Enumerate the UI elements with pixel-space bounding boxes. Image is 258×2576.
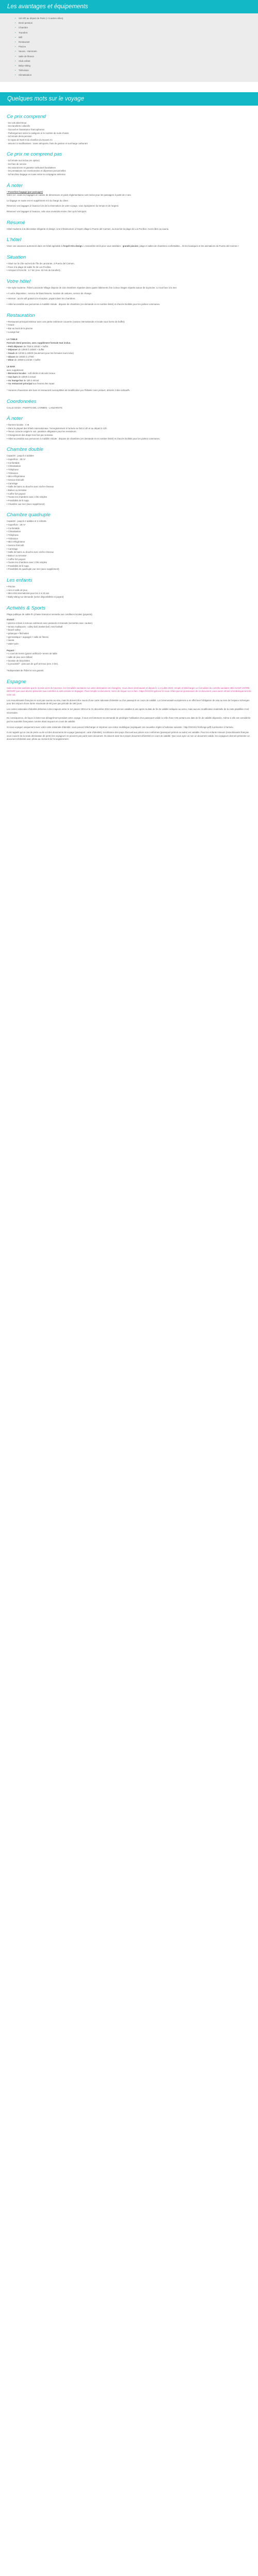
- heading-comprend: Ce prix comprend: [7, 113, 46, 120]
- list-item: • Salle de fitness: [19, 54, 258, 59]
- list-item: • Baby-sitting: [19, 63, 258, 68]
- meal-text: de 15h30 à 17h00: [15, 355, 34, 358]
- restauration-item: • Lounge bar: [7, 330, 20, 333]
- activity-item: • terrain multisports : volley-ball, basket-ball, mini-football: [7, 625, 63, 628]
- banner-savoir: Quelques mots sur le voyage: [0, 92, 258, 106]
- paragraph: Le bagage en soute est en supplément et à la charge du client.: [7, 199, 69, 202]
- room-feature: • Service thé/café: [7, 544, 24, 547]
- votre-hotel-item: • À votre disposition : service de blanchisserie, location de voitures, service de change.: [7, 292, 92, 295]
- list-item: • Vol A/R au départ de Paris (+ 5 autres villes): [19, 16, 258, 21]
- gratuit-title: Gratuit :: [7, 618, 15, 621]
- ne-comprend-item: - la formule tout inclus (en option): [7, 159, 40, 162]
- meal-label: Déjeuner: [8, 348, 18, 351]
- comprend-item: - le repas de Noël et du réveillon du Nouvel An: [7, 138, 53, 141]
- meal-label: Petit déjeuner: [8, 345, 23, 348]
- list-item: • Sauna - Hammam: [19, 49, 258, 54]
- room-feature: • Télévision: [7, 471, 18, 474]
- comprend-item: - les vols aller/retour: [7, 121, 27, 124]
- footnote: * Horaires d'ouverture des bars et restaurants susceptibles de modification par l'hôtelier sans préavis, donnés à titre indicatifs.: [7, 388, 131, 392]
- room-feature: • Téléphone: [7, 468, 19, 471]
- activites-intro: Plage publique de sable fin (chaise transat et serviette aux conditions locales (payants).: [7, 613, 93, 616]
- capacite: Capacité : jusqu'à 3 adultes: [7, 454, 34, 457]
- heading-chambre-quadruple: Chambre quadruple: [7, 512, 51, 518]
- bar-row: • Boissons locales : soft drinks et alcools locaux: [7, 372, 55, 375]
- heading-enfants: Les enfants: [7, 578, 33, 584]
- paragraph: Les ressortissants français ne sont pas soumis au visa, mais ils doivent être munis d'une carte nationale d'identité ou d'un passeport en cours de validité. La Communauté européenne a en effet levé l'obligation de visa au sein de l'espace Schengen pour des séjours d'une durée maximale de 90 jours par période de 180 jours.: [7, 699, 250, 705]
- votre-hotel-item: • Hôtel accessible aux personnes à mobilité réduite : dispose de chambres (en demande et en nombre limité) et d'accès facilités pour les parties communes.: [7, 303, 160, 306]
- sanitary-notice: Suite à la crise sanitaire que le monde vient de traverser, les formalités sanitaires sur votre destination ont changées. Vous devez dorénavant et depuis le 1 er juillet 2020, remplir et télécharger un formulaire de contrôle sanitaire 48H AVANT VOTRE DÉPART que vous devrez présenter aux contrôles à votre arrivée en Espagne. Pour remplir ce document, merci de cliquer sur ce lien : https://XXXXX.gob.es/ Si vous n'êtes pas en possession de ce document, vous serez refusé à l'embarquement de votre vol.: [7, 686, 251, 696]
- heading-votre-hotel: Votre hôtel: [7, 279, 31, 285]
- restauration-item: • Bar au bord de la piscine: [7, 327, 33, 330]
- room-feature: • Superficie : 28 m²: [7, 523, 26, 526]
- meal-row: • Glaces de 15h30 à 17h00: [7, 355, 34, 358]
- list-item: • Télévision: [19, 68, 258, 73]
- meal-label: Snack: [8, 351, 15, 354]
- meal-row: • Petit déjeuner de 7h30 à 10h30 > buffet: [7, 345, 49, 348]
- meal-text: de 19h00 à 21h30 > buffet: [13, 359, 41, 362]
- room-feature: • Chambre vue mer (avec supplément): [7, 502, 45, 505]
- list-item: • Chambre: [19, 25, 258, 30]
- bar-row: • Aux bars de 10h00 à minuit: [7, 375, 36, 378]
- paragraph: Votre vol : seuls les bagages en cabine de dimensions et poids réglementaires sont inclus pour les passagers à partir de 2 ans.: [7, 194, 132, 197]
- hotel-bold-design: l'esprit très design: [62, 245, 83, 248]
- room-feature: • Carrelage: [7, 547, 18, 550]
- meal-row: • Snack de 12h30 à 15h00 (seulement pour les formules tout inclus): [7, 351, 74, 354]
- room-feature: • Toutes les chambres avec 2 lits simples: [7, 496, 47, 499]
- room-feature: • Possibilité de quadruple vue mer (avec supplément): [7, 568, 59, 571]
- room-feature: • Balcon ou terrasse: [7, 554, 27, 557]
- equipements-panel: [0, 13, 258, 82]
- list-item: • Wifi: [19, 35, 258, 40]
- ne-comprend-item: - les prestations non mentionnées et dépenses personnelles: [7, 170, 66, 173]
- bar-label: Au lounge bar: [8, 379, 23, 382]
- bars-intro: avec supplément: [7, 368, 24, 371]
- list-item: • Transfert: [19, 30, 258, 35]
- activites-note: *Indépendant de l'hôtel et non garanti.: [7, 669, 44, 672]
- heading-espagne: Espagne: [7, 679, 26, 685]
- paragraph: Si vous voyagez uniquement avec votre carte nationale d'identité, vous pouvez télécharger et imprimer une notice multilingue (expliquant ces nouvelles règles à l'adresse suivante : http://XXXXX.fr/Allonge.pdf) à présenter à l'arrivée.: [7, 725, 234, 728]
- restauration-item: • Snack: [7, 324, 14, 327]
- comprend-item: - les transferts collectifs: [7, 125, 30, 128]
- room-feature: • Carrelage: [7, 482, 18, 485]
- hotel-mid: . L'ensemble est là pour vous satisfaire :: [82, 245, 123, 248]
- activity-item: • water-polo: [7, 642, 19, 646]
- meal-row: • Dîner de 19h00 à 21h30 > buffet: [7, 359, 41, 362]
- comprend-item: - assurez à modifications : taxes aéroports, frais de gestion et surcharge carburant: [7, 142, 88, 145]
- bar-label: Au restaurant principal: [8, 382, 33, 385]
- heading-situation: Situation: [7, 255, 26, 261]
- room-feature: • Climatisation: [7, 465, 21, 468]
- heading-hotel: L'hôtel: [7, 237, 21, 243]
- ne-comprend-item: - les assurances et garantie carburant facultatives: [7, 166, 56, 169]
- heading-resume: Résumé: [7, 219, 25, 226]
- list-item: • Piscine: [19, 44, 258, 49]
- activity-item: • beach-volley: [7, 629, 21, 632]
- activity-item: • 1 court de tennis (gazon artificiel) • tennis de table: [7, 652, 57, 655]
- heading-activites: Activités & Sports: [7, 605, 46, 611]
- room-feature: • Coffre-fort payant: [7, 557, 26, 561]
- room-feature: • Confortable: [7, 527, 20, 530]
- activity-item: • piscine et bain à remous extérieurs avec parasols et transats (serviettes avec caution): [7, 622, 93, 625]
- paragraph: En conséquence, de façon à éviter tout désagrément pendant votre voyage, il vous est fortement recommandé de privilégier l'utilisation d'un passeport valide à celle d'une CNI portant une date de fin de validité dépassée, même si elle est considérée par les autorités françaises comme étant toujours en cours de validité.: [7, 717, 251, 723]
- room-feature: • Téléphone: [7, 533, 19, 536]
- room-feature: • Superficie : 28 m²: [7, 458, 26, 461]
- room-feature: • Salle de bains ou douche avec sèche-cheveux: [7, 551, 54, 554]
- comprend-item: - l'accueil et l'assistance francophones: [7, 128, 45, 131]
- equipements-list: [0, 16, 258, 78]
- room-feature: • Possibilité de lit supp.: [7, 499, 30, 502]
- hotel-lead: Vivez vos vacances autrement dans cet hôtel agréable à: [7, 245, 63, 248]
- bar-row: • Au lounge bar de 18h à minuit: [7, 379, 39, 382]
- spacer: [0, 82, 258, 92]
- bar-text: de 10h00 à minuit: [18, 375, 36, 378]
- room-feature: • Mini-réfrigérateur: [7, 540, 25, 544]
- room-feature: • Possibilité de lit supp.: [7, 564, 30, 567]
- bar-text: aux heures des repas: [32, 382, 55, 385]
- bar-text: de 18h à minuit: [23, 379, 39, 382]
- payant-title: Payant :: [7, 649, 15, 652]
- room-feature: • Mini-réfrigérateur: [7, 475, 25, 478]
- heading-coordonnees: Coordonnées: [7, 398, 37, 404]
- heading-a-noter-2: À noter: [7, 416, 23, 422]
- list-item: • Demi-pension: [19, 21, 258, 25]
- room-feature: • Confortable: [7, 461, 20, 464]
- paragraph: Il est rappelé qu'un cas de perte ou de vol des documents de voyage (passeport, carte d'identité), la tolérance des pays d'accueil aux pièces non conformes (passeport périmé ou autre) est variable. Pour les enfants mineurs (ressortissants français sous couvert de la seule déclaration de perte) les voyageurs ne peuvent pas partir sans document. Ils doivent avoir leur propre document d'identité en cours de validité. Que vous ayez ou non un document valide, les voyageurs devront présenter un document d'identité avec photo au moment de l'enregistrement.: [7, 731, 250, 741]
- note-item: • Changement des draps trois fois par semaine.: [7, 434, 54, 437]
- enfants-item: • Baby-sitting sur demande (selon disponibilités et payant): [7, 596, 64, 599]
- meal-row: • Déjeuner de 13h00 à 15h00 > buffet: [7, 348, 44, 351]
- room-feature: • Coffre-fort payant: [7, 492, 26, 495]
- hotel-bold-piscine: grande piscine: [122, 245, 138, 248]
- enfants-item: • Aire et salle de jeux: [7, 588, 27, 591]
- note-item: • Hôtel accessible aux personnes à mobilité réduite : dispose de chambres (en demande et en nombre limité) et d'accès facilités pour les parties communes.: [7, 437, 160, 440]
- situation-item: • Situé sur la côte sud-est de l'île de Lanzarote, à Puerto del Carmen.: [7, 262, 75, 265]
- heading-a-noter: À noter: [7, 182, 23, 189]
- note-item: • Dans la plupart des hôtels internationaux, l'enregistrement à l'arrivée se fait à 14h et au départ à 12h.: [7, 427, 107, 430]
- note-item: • Tenue correcte exigée le soir, pantalon obligatoire pour les messieurs.: [7, 430, 77, 433]
- bars-title: LE BAR: [7, 365, 15, 368]
- list-item: • Climatisation: [19, 73, 258, 77]
- paragraph: Les cartes nationales d'identité délivrées à des majeurs entre le 1er janvier 2004 et le 31 décembre 2013 seront encore valables 5 ans après la date de fin de validité indiquée au verso, mais aucune modification matérielle de la carte plastifiée n'est nécessaire.: [7, 707, 249, 714]
- formule-title: Formule demi-pension, avec supplément formule tout inclus.: [7, 341, 71, 344]
- restauration-item: • Restaurant principal intérieur avec une partie extérieure couverte (cuisine internationale et locale sous forme de buffet).: [7, 320, 125, 323]
- room-feature: • Salle de bains ou douche avec sèche-cheveux: [7, 485, 54, 488]
- situation-item: • Face à la plage de sable fin de Los Pocillos.: [7, 265, 52, 268]
- activity-item: • gymnastique • aquagym • salle de fitness: [7, 635, 49, 638]
- enfants-item: • Mini-club international pour les 4 à 10 ans: [7, 592, 50, 595]
- room-feature: • Balcon ou terrasse: [7, 489, 27, 492]
- situation-item: • Aéroport d'Arrecife : à 7 km (env. 10 min de transfert).: [7, 269, 61, 272]
- content: [0, 106, 258, 759]
- ne-comprend-item: - la franchise bagage en soute selon la compagnie aérienne: [7, 173, 66, 176]
- comprend-item: - la formule demi-pension: [7, 135, 32, 138]
- activity-item: • pétanque • fléchettes: [7, 632, 29, 635]
- activity-item: • salle de jeux avec billard: [7, 655, 33, 658]
- address: CALLE SIADA - PUERTO DEL CARMEN - LANZAROTE: [7, 406, 62, 409]
- page: [0, 0, 258, 759]
- hotel-tail: , plage et salles de chambres confortables... Et les boutiques et les animations de Puerto del Carmen !: [138, 245, 239, 248]
- room-feature: • Toutes les chambres avec 2 lits simples: [7, 561, 47, 564]
- ne-comprend-item: - les frais de service: [7, 162, 27, 165]
- room-feature: • Service thé/café: [7, 479, 24, 482]
- activity-item: • sauna: [7, 639, 14, 642]
- room-feature: • Climatisation: [7, 530, 21, 533]
- heading-restauration: Restauration: [7, 312, 35, 318]
- meal-label: Glaces: [8, 355, 15, 358]
- comprend-item: - l'hébergement selon la catégorie et le nombre de nuits choisis: [7, 131, 69, 134]
- bar-text: : soft drinks et alcools locaux: [26, 372, 55, 375]
- bar-label: Boissons locales: [8, 372, 26, 375]
- bar-label: Aux bars: [8, 375, 18, 378]
- votre-hotel-item: • Internet : accès wifi gratuit à la réception, payant dans les chambres.: [7, 297, 76, 300]
- capacite: Capacité : jusqu'à 2 adultes et 2 enfants.: [7, 520, 47, 523]
- meal-text: de 12h30 à 15h00 (seulement pour les formules tout inclus): [14, 351, 74, 354]
- votre-hotel-item: • De style moderne, l'hôtel Lanzarote Village dispose de 215 chambres réparties dans quatre bâtiments d'un à deux étages répartis autour de la piscine. Le tout face à la mer.: [7, 286, 178, 290]
- hotel-text: [7, 245, 251, 248]
- room-feature: • Télévision: [7, 537, 18, 540]
- paragraph: Réservez vos bagages à l'avance, cela vous reviendra moins cher qu'à l'aéroport.: [7, 210, 87, 213]
- heading-ne-comprend: Ce prix ne comprend pas: [7, 151, 62, 158]
- meal-text: de 13h00 à 15h00 > buffet: [18, 348, 44, 351]
- heading-chambre-double: Chambre double: [7, 447, 43, 453]
- list-item: • Restaurant: [19, 40, 258, 44]
- list-item: • Club enfant: [19, 59, 258, 63]
- enfants-item: • Piscine: [7, 585, 15, 588]
- paragraph: Réservez vos bagages à l'avance lors de la réservation de votre voyage, vous épargnerez du temps et de l'argent.: [7, 205, 119, 208]
- activity-item: • location de bicyclettes: [7, 659, 30, 662]
- banner-avantages: Les avantages et équipements: [0, 0, 258, 13]
- activity-item: • à proximité* : parcours de golf 18 trous (env. 3 km).: [7, 663, 59, 666]
- meal-label: Dîner: [8, 359, 14, 362]
- table-heading: LA TABLE: [7, 338, 18, 341]
- franchise-title: • Franchise bagage (par passager): [7, 190, 43, 193]
- bar-row: • Au restaurant principal aux heures des repas: [7, 382, 55, 385]
- meal-text: de 7h30 à 10h30 > buffet: [23, 345, 49, 348]
- resume-text: Hôtel moderne à la décoration élégante et design. Une infrastructure à l'esprit village à Puerto del Carmen, au bord de la plage de Los Pocillos. Accès libre au sauna.: [7, 227, 169, 230]
- note-item: • Normes locales : 4 ★: [7, 423, 29, 427]
